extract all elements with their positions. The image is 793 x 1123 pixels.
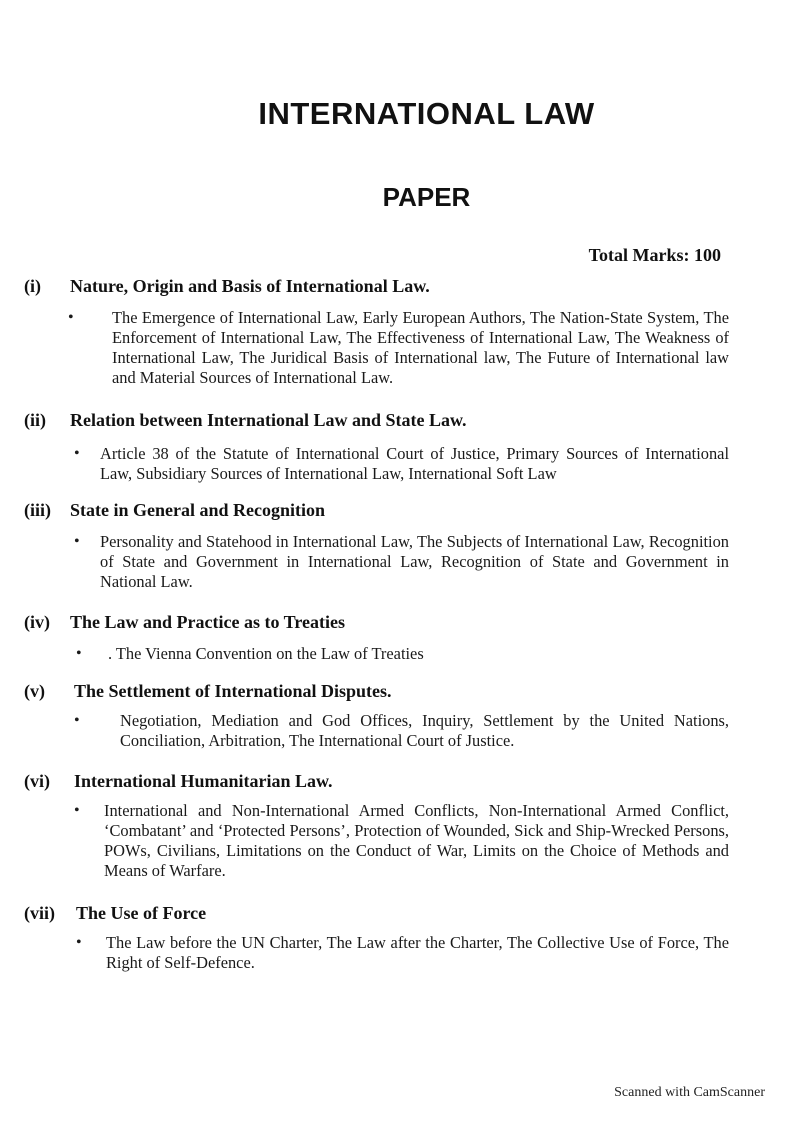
page-title: INTERNATIONAL LAW (258, 96, 595, 131)
section-title: Nature, Origin and Basis of International Law. (70, 276, 430, 296)
section-number: (v) (24, 681, 45, 701)
section-number: (iii) (24, 500, 51, 520)
bullet-icon: • (74, 533, 80, 550)
section-number: (iv) (24, 612, 50, 632)
bullet-icon: • (76, 645, 82, 662)
section-title: Relation between International Law and State Law. (70, 410, 467, 430)
section-heading (24, 903, 206, 924)
list-item (68, 532, 729, 596)
page-subtitle: PAPER (382, 182, 471, 212)
scanner-watermark: Scanned with CamScanner (614, 1085, 765, 1100)
bullet-text: The Law before the UN Charter, The Law after the Charter, The Collective Use of Force, The Right of Self-Defence. (106, 933, 729, 972)
section-number: (vi) (24, 771, 50, 791)
bullet-icon: • (74, 802, 80, 819)
bullet-text: Article 38 of the Statute of International Court of Justice, Primary Sources of International Law, Subsidiary Sources of International Law, International Soft Law (100, 444, 729, 483)
list-item (68, 308, 729, 394)
bullet-text: Negotiation, Mediation and God Offices, Inquiry, Settlement by the United Nations, Conciliation, Arbitration, The International Court of Justice. (120, 711, 729, 750)
bullet-icon: • (74, 445, 80, 462)
bullet-icon: • (74, 712, 80, 729)
list-item (68, 444, 729, 488)
section-heading (24, 500, 325, 521)
section-number: (vii) (24, 903, 55, 923)
list-item (68, 801, 729, 887)
section-heading (24, 681, 392, 702)
section-title: International Humanitarian Law. (74, 771, 333, 791)
section-title: The Law and Practice as to Treaties (70, 612, 345, 632)
section-title: The Settlement of International Disputes. (74, 681, 392, 701)
bullet-icon: • (68, 309, 74, 326)
section-heading (24, 612, 345, 633)
section-title: The Use of Force (76, 903, 207, 923)
total-marks: Total Marks: 100 (588, 245, 721, 265)
list-item (68, 711, 729, 755)
section-number: (i) (24, 276, 41, 296)
list-item (68, 933, 729, 977)
section-title: State in General and Recognition (70, 500, 325, 520)
bullet-text: International and Non-International Armed Conflicts, Non-International Armed Conflict, ‘Combatant’ and ‘Protected Persons’, Protection of Wounded, Sick and Ship-Wrecked Persons, POWs, Civilians, Limitations on the Conduct of War, Limits on the Choice of Methods and Means of Warfare. (104, 801, 729, 880)
bullet-icon: • (76, 934, 82, 951)
section-number: (ii) (24, 410, 46, 430)
section-heading (24, 276, 430, 297)
list-item (68, 644, 729, 666)
section-heading (24, 410, 467, 431)
section-heading (24, 771, 333, 792)
bullet-text: . The Vienna Convention on the Law of Treaties (108, 644, 424, 663)
bullet-text: The Emergence of International Law, Early European Authors, The Nation-State System, The Enforcement of International Law, The Effectiveness of International Law, The Weakness of International Law, The Juridical Basis of International law, The Future of International law and Material Sources of International Law. (112, 308, 729, 387)
bullet-text: Personality and Statehood in International Law, The Subjects of International Law, Recognition of State and Government in International Law, Recognition of State and Government in National Law. (100, 532, 729, 591)
